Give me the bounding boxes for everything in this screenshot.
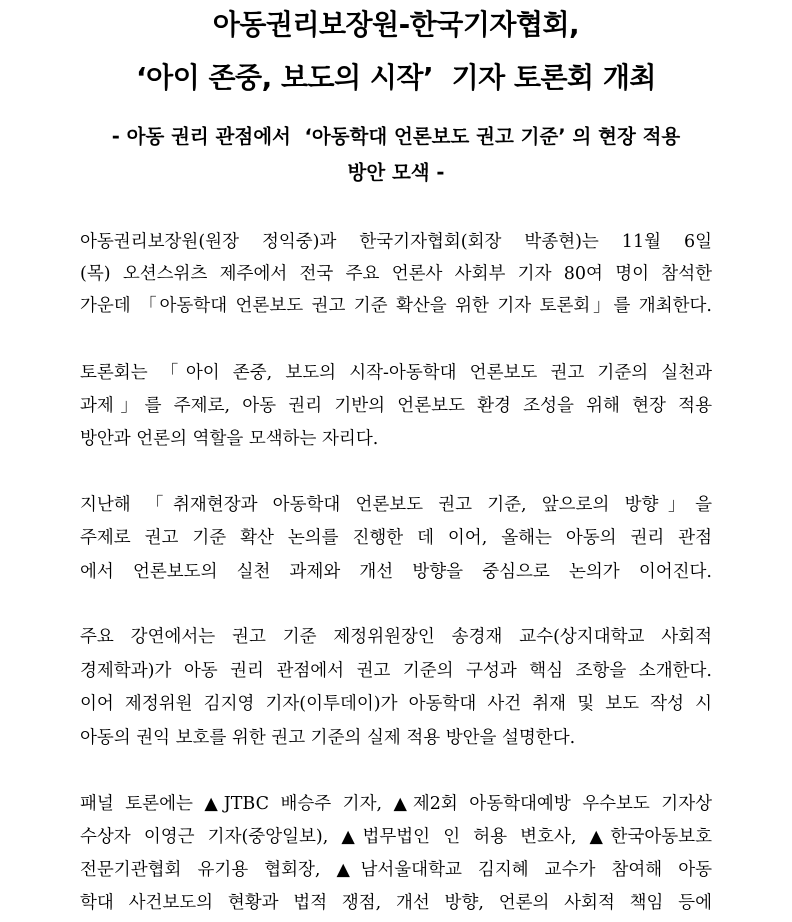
body-line: 전문기관협회 유기용 협회장, ▲남서울대학교 김지혜 교수가 참여해 아동: [80, 860, 712, 880]
body-line: 경제학과)가 아동 권리 관점에서 권고 기준의 구성과 핵심 조항을 소개한다.: [80, 661, 712, 681]
headline-line-1: 아동권리보장원-한국기자협회,: [212, 8, 580, 41]
body-line: 주제로 권고 기준 확산 논의를 진행한 데 이어, 올해는 아동의 권리 관점: [80, 528, 712, 548]
body-line: 학대 사건보도의 현황과 법적 쟁점, 개선 방향, 언론의 사회적 책임 등에: [80, 893, 712, 913]
body-line: 방안과 언론의 역할을 모색하는 자리다.: [80, 429, 379, 449]
body-line: 아동권리보장원(원장 정익중)과 한국기자협회(회장 박종현)는 11월 6일: [80, 232, 712, 252]
body-line: 주요 강연에서는 권고 기준 제정위원장인 송경재 교수(상지대학교 사회적: [80, 627, 712, 647]
body-line: (목) 오션스위츠 제주에서 전국 주요 언론사 사회부 기자 80여 명이 참석한: [80, 264, 712, 284]
body-line: 토론회는 「아이 존중, 보도의 시작-아동학대 언론보도 권고 기준의 실천과: [80, 363, 712, 383]
body-line: 가운데 「아동학대 언론보도 권고 기준 확산을 위한 기자 토론회」를 개최한다.: [80, 296, 712, 316]
body-line: 패널 토론에는 ▲JTBC 배승주 기자, ▲제2회 아동학대예방 우수보도 기자상: [80, 794, 712, 814]
subheadline-line-2: 방안 모색 -: [347, 161, 445, 184]
body-line: 과제」를 주제로, 아동 권리 기반의 언론보도 환경 조성을 위해 현장 적용: [80, 396, 712, 416]
body-line: 수상자 이영근 기자(중앙일보), ▲법무법인 인 허용 변호사, ▲한국아동보호: [80, 827, 712, 847]
body-line: 지난해 「취재현장과 아동학대 언론보도 권고 기준, 앞으로의 방향」을: [80, 495, 712, 515]
headline-line-2: ‘아이 존중, 보도의 시작’ 기자 토론회 개최: [136, 61, 656, 94]
body-line: 아동의 권익 보호를 위한 권고 기준의 실제 적용 방안을 설명한다.: [80, 728, 576, 748]
body-line: 이어 제정위원 김지영 기자(이투데이)가 아동학대 사건 취재 및 보도 작성 시: [80, 694, 712, 714]
subheadline-line-1: - 아동 권리 관점에서 ‘아동학대 언론보도 권고 기준’ 의 현장 적용: [111, 125, 681, 148]
body-line: 에서 언론보도의 실천 과제와 개선 방향을 중심으로 논의가 이어진다.: [80, 562, 712, 582]
